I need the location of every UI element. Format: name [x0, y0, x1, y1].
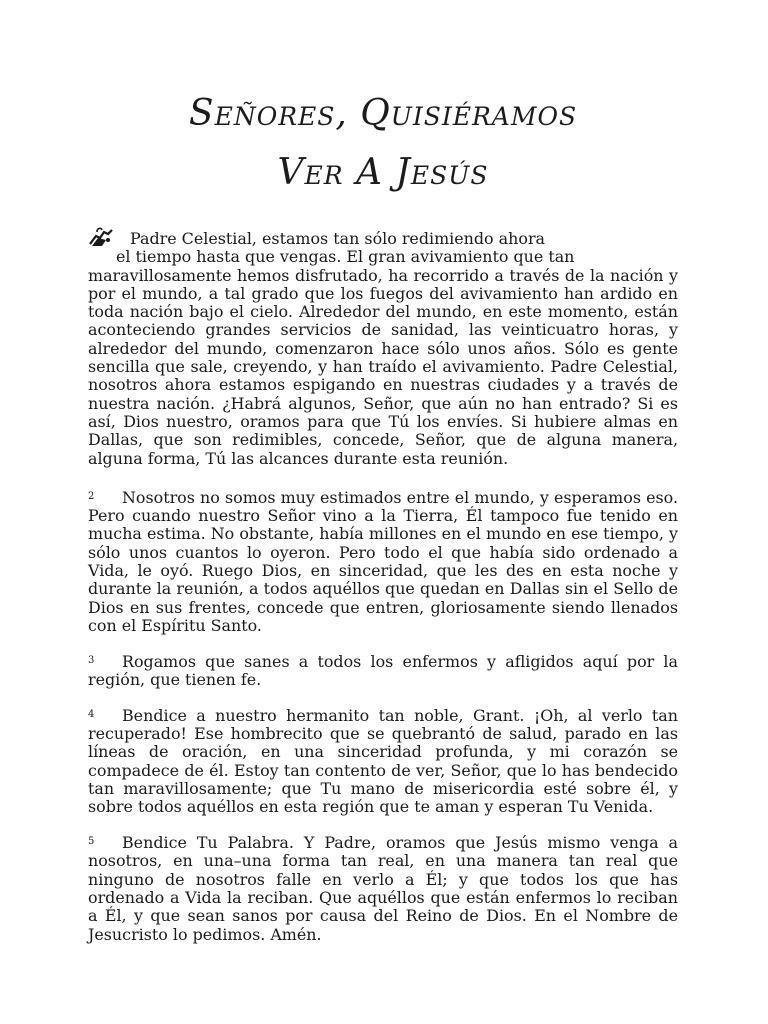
document-body: [88, 228, 678, 960]
paragraph-1-lead: [88, 228, 678, 248]
paragraph-5-text: Bendice Tu Palabra. Y Padre, oramos que Jesús mismo venga a nosotros, en una–una forma tan real, en una manera tan real que ninguno de nosotros falle en verlo a Él; y que todos los que has ordenado a Vida la reciban. Que aquéllos que están enfermos lo reciban a Él, y que sean sanos por causa del Reino de Dios. En el Nombre de Jesucristo lo pedimos. Amén.: [88, 833, 678, 944]
paragraph-number: 3: [88, 654, 95, 666]
paragraph-1: [88, 228, 678, 468]
paragraph-4: [88, 706, 678, 817]
paragraph-5: [88, 833, 678, 944]
paragraph-3: [88, 652, 678, 690]
paragraph-3-text: Rogamos que sanes a todos los enfermos y afligidos aquí por la región, que tienen fe.: [88, 651, 678, 690]
page-title-line-2: Ver A Jesús: [277, 152, 489, 193]
paragraph-1-text: maravillosamente hemos disfrutado, ha recorrido a través de la nación y por el mundo, a tal grado que los fuegos del avivamiento han ardido en toda nación bajo el cielo. Alrededor del mundo, en este momento, están aconteciendo grandes servicios de sanidad, las veinticuatro horas, y alrededor del mundo, comenzaron hace sólo unos años. Sólo es gente sencilla que sale, creyendo, y han traído el avivamiento. Padre Celestial, nosotros ahora estamos espigando en nuestras ciudades y a través de nuestra nación. ¿Habrá algunos, Señor, que aún no han entrado? Si es así, Dios nuestro, oramos para que Tú los envíes. Si hubiere almas en Dallas, que son redimibles, concede, Señor, que de alguna manera, alguna forma, Tú las alcances durante esta reunión.: [88, 265, 678, 468]
paragraph-2: [88, 488, 678, 635]
paragraph-number: 4: [88, 708, 95, 720]
page-title-line-1: Señores, Quisiéramos: [188, 93, 578, 134]
paragraph-number: 5: [88, 836, 95, 848]
paragraph-1-second-line: el tiempo hasta que vengas. El gran avivamiento que tan: [116, 247, 575, 267]
paragraph-2-text: Nosotros no somos muy estimados entre el mundo, y esperamos eso. Pero cuando nuestro Señor vino a la Tierra, Él tampoco fue tenido en mucha estima. No obstante, había millones en el mundo en ese tiempo, y sólo unos cuantos lo oyeron. Pero todo el que había sido ordenado a Vida, le oyó. Ruego Dios, en sinceridad, que les des en esta noche y durante la reunión, a todos aquéllos que quedan en Dallas sin el Sello de Dios en sus frentes, concede que entren, gloriosamente siendo llenados con el Espíritu Santo.: [88, 487, 678, 635]
lamp-icon: [88, 228, 130, 246]
paragraph-4-text: Bendice a nuestro hermanito tan noble, Grant. ¡Oh, al verlo tan recuperado! Ese hombrecito que se quebrantó de salud, parado en las líneas de oración, en una sinceridad profunda, y mi corazón se compadece de él. Estoy tan contento de ver, Señor, que lo has bendecido tan maravillosamente; que Tu mano de misericordia esté sobre él, y sobre todos aquéllos en esta región que te aman y esperan Tu Venida.: [88, 705, 678, 817]
paragraph-number: 2: [88, 490, 95, 502]
paragraph-1-first-line: Padre Celestial, estamos tan sólo redimiendo ahora: [130, 229, 546, 248]
